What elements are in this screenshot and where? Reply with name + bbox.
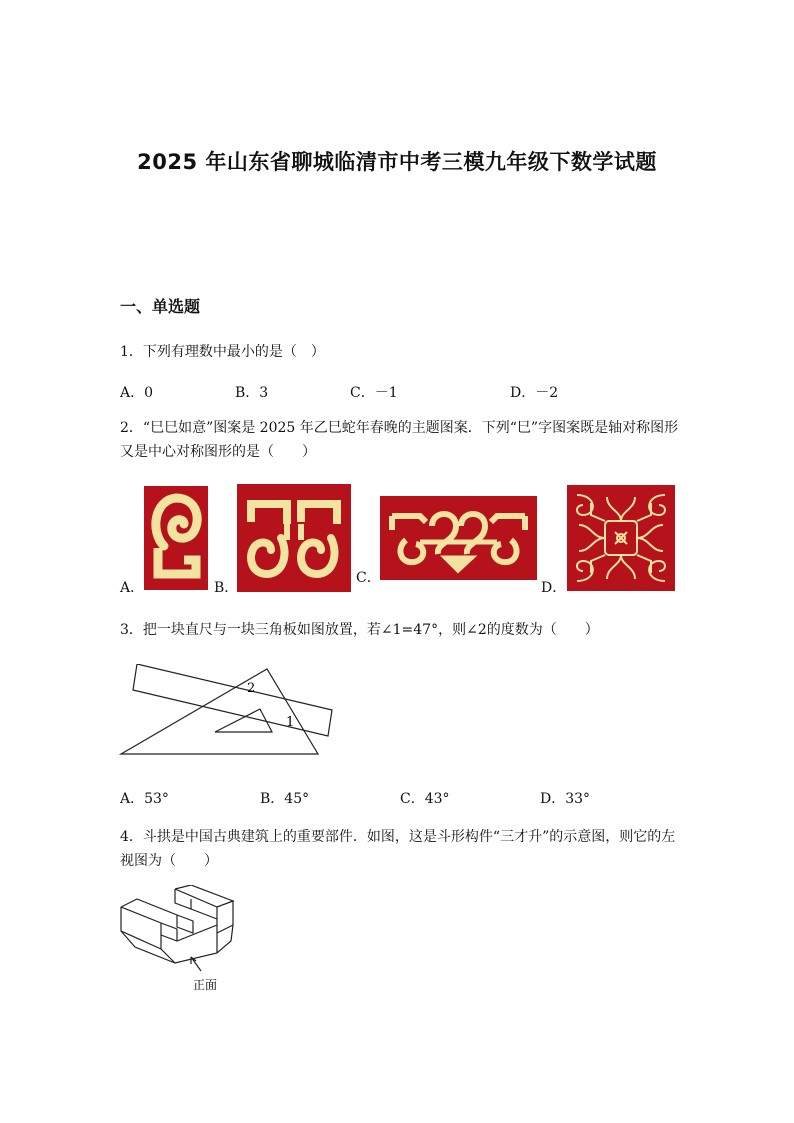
angle-2-label: 2	[247, 681, 256, 696]
q3-option-d: D．33°	[540, 791, 591, 807]
q2-pattern-a	[144, 486, 208, 590]
question-2-stem: 2．“巳巳如意”图案是 2025 年乙巳蛇年春晚的主题图案．下列“巳”字图案既是轴对称图形又是中心对称图形的是（ ）	[120, 420, 679, 460]
ruler	[133, 664, 332, 736]
q1-option-c: C．－1	[350, 385, 398, 401]
q2-pattern-c	[380, 496, 537, 580]
q4-sancaisheng-figure	[115, 885, 245, 995]
q1-option-d: D．－2	[510, 385, 559, 401]
q2-label-b: B．	[214, 580, 239, 596]
q2-label-d: D．	[541, 580, 567, 596]
q2-pattern-d	[567, 485, 675, 591]
q2-label-c: C．	[356, 570, 381, 586]
q1-option-a: A．0	[120, 385, 154, 401]
q2-pattern-b	[237, 484, 351, 592]
q3-option-b: B．45°	[260, 791, 310, 807]
angle-1-label: 1	[286, 715, 295, 730]
page-title: 2025 年山东省聊城临清市中考三模九年级下数学试题	[137, 150, 657, 174]
section-heading: 一、单选题	[120, 297, 201, 316]
q3-option-a: A．53°	[120, 791, 169, 807]
question-4-stem: 4．斗拱是中国古典建筑上的重要部件．如图，这是斗形构件“三才升”的示意图，则它的左视图为（ ）	[120, 829, 676, 869]
q3-ruler-triangle-figure	[115, 664, 340, 764]
q3-option-c: C．43°	[400, 791, 450, 807]
q2-label-a: A．	[120, 580, 145, 596]
question-3-stem: 3．把一块直尺与一块三角板如图放置，若∠1=47°，则∠2的度数为（ ）	[120, 622, 599, 638]
q1-option-b: B．3	[235, 385, 269, 401]
front-view-caption: 正面	[193, 978, 218, 992]
question-1-stem: 1．下列有理数中最小的是（ ）	[120, 344, 325, 360]
triangle-outer	[121, 669, 318, 754]
